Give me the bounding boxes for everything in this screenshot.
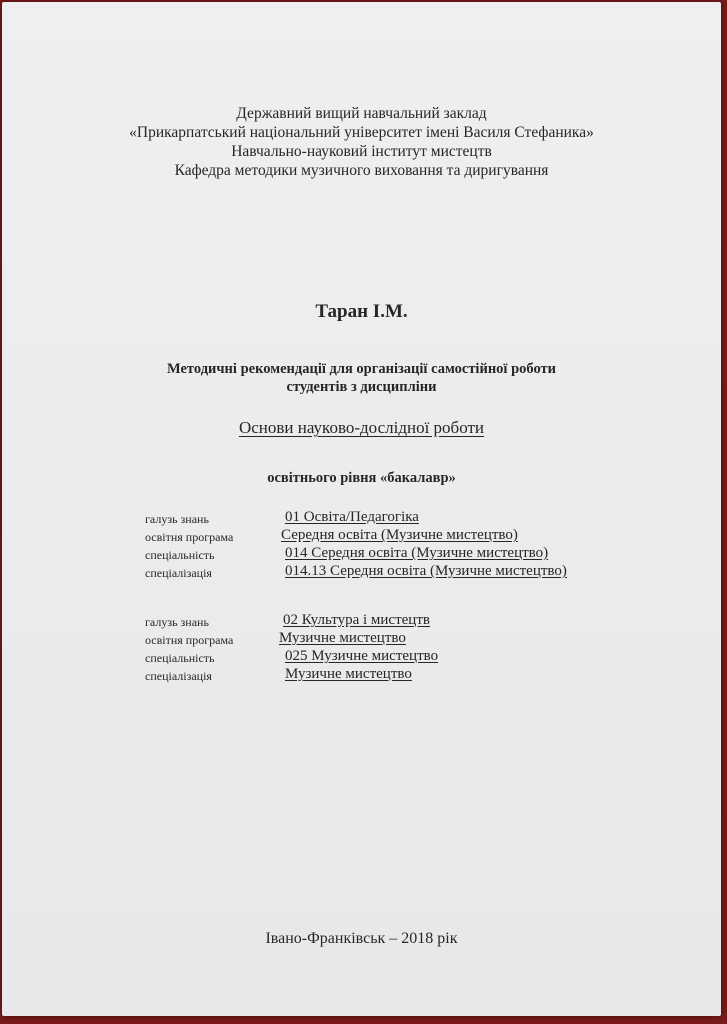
spec-value: Музичне мистецтво xyxy=(285,666,412,682)
institute-name: Навчально-науковий інститут мистецтв xyxy=(231,143,492,160)
spec-value: 02 Культура і мистецтв xyxy=(283,612,430,628)
institution-header xyxy=(2,104,721,180)
spec-value: 025 Музичне мистецтво xyxy=(285,648,439,664)
spec-value: Середня освіта (Музичне мистецтво) xyxy=(281,527,518,543)
spec-row xyxy=(2,630,721,648)
spec-label: освітня програма xyxy=(145,530,234,544)
specification-block-2 xyxy=(2,612,721,684)
city-and-year: Івано-Франківськ – 2018 рік xyxy=(265,930,458,947)
spec-row xyxy=(2,666,721,684)
spec-label: спеціальність xyxy=(145,548,215,562)
spec-value: 014 Середня освіта (Музичне мистецтво) xyxy=(285,545,549,561)
spec-value: 014.13 Середня освіта (Музичне мистецтво) xyxy=(285,563,567,579)
spec-label: галузь знань xyxy=(145,512,209,526)
spec-value: 01 Освіта/Педагогіка xyxy=(285,509,419,525)
spec-row xyxy=(2,527,721,545)
title-page xyxy=(2,2,721,1016)
spec-label: галузь знань xyxy=(145,615,209,629)
specification-block-1 xyxy=(2,509,721,581)
spec-label: освітня програма xyxy=(145,633,234,647)
spec-row xyxy=(2,648,721,666)
discipline-title: Основи науково-дослідної роботи xyxy=(238,418,485,437)
spec-row xyxy=(2,563,721,581)
subtitle-line-2: студентів з дисципліни xyxy=(286,379,437,395)
institution-type: Державний вищий навчальний заклад xyxy=(236,105,487,122)
university-name: «Прикарпатський національний університет імені Василя Стефаника» xyxy=(129,124,594,141)
spec-value: Музичне мистецтво xyxy=(279,630,406,646)
spec-row xyxy=(2,509,721,527)
education-level: освітнього рівня «бакалавр» xyxy=(267,470,456,486)
discipline-title-wrap xyxy=(2,418,721,438)
document-subtitle xyxy=(2,360,721,396)
spec-row xyxy=(2,612,721,630)
spec-label: спеціалізація xyxy=(145,566,212,580)
spec-label: спеціалізація xyxy=(145,669,212,683)
spec-label: спеціальність xyxy=(145,651,215,665)
subtitle-line-1: Методичні рекомендації для організації самостійної роботи xyxy=(167,361,556,377)
spec-row xyxy=(2,545,721,563)
department-name: Кафедра методики музичного виховання та диригування xyxy=(174,162,549,179)
author-name: Таран І.М. xyxy=(315,301,408,322)
